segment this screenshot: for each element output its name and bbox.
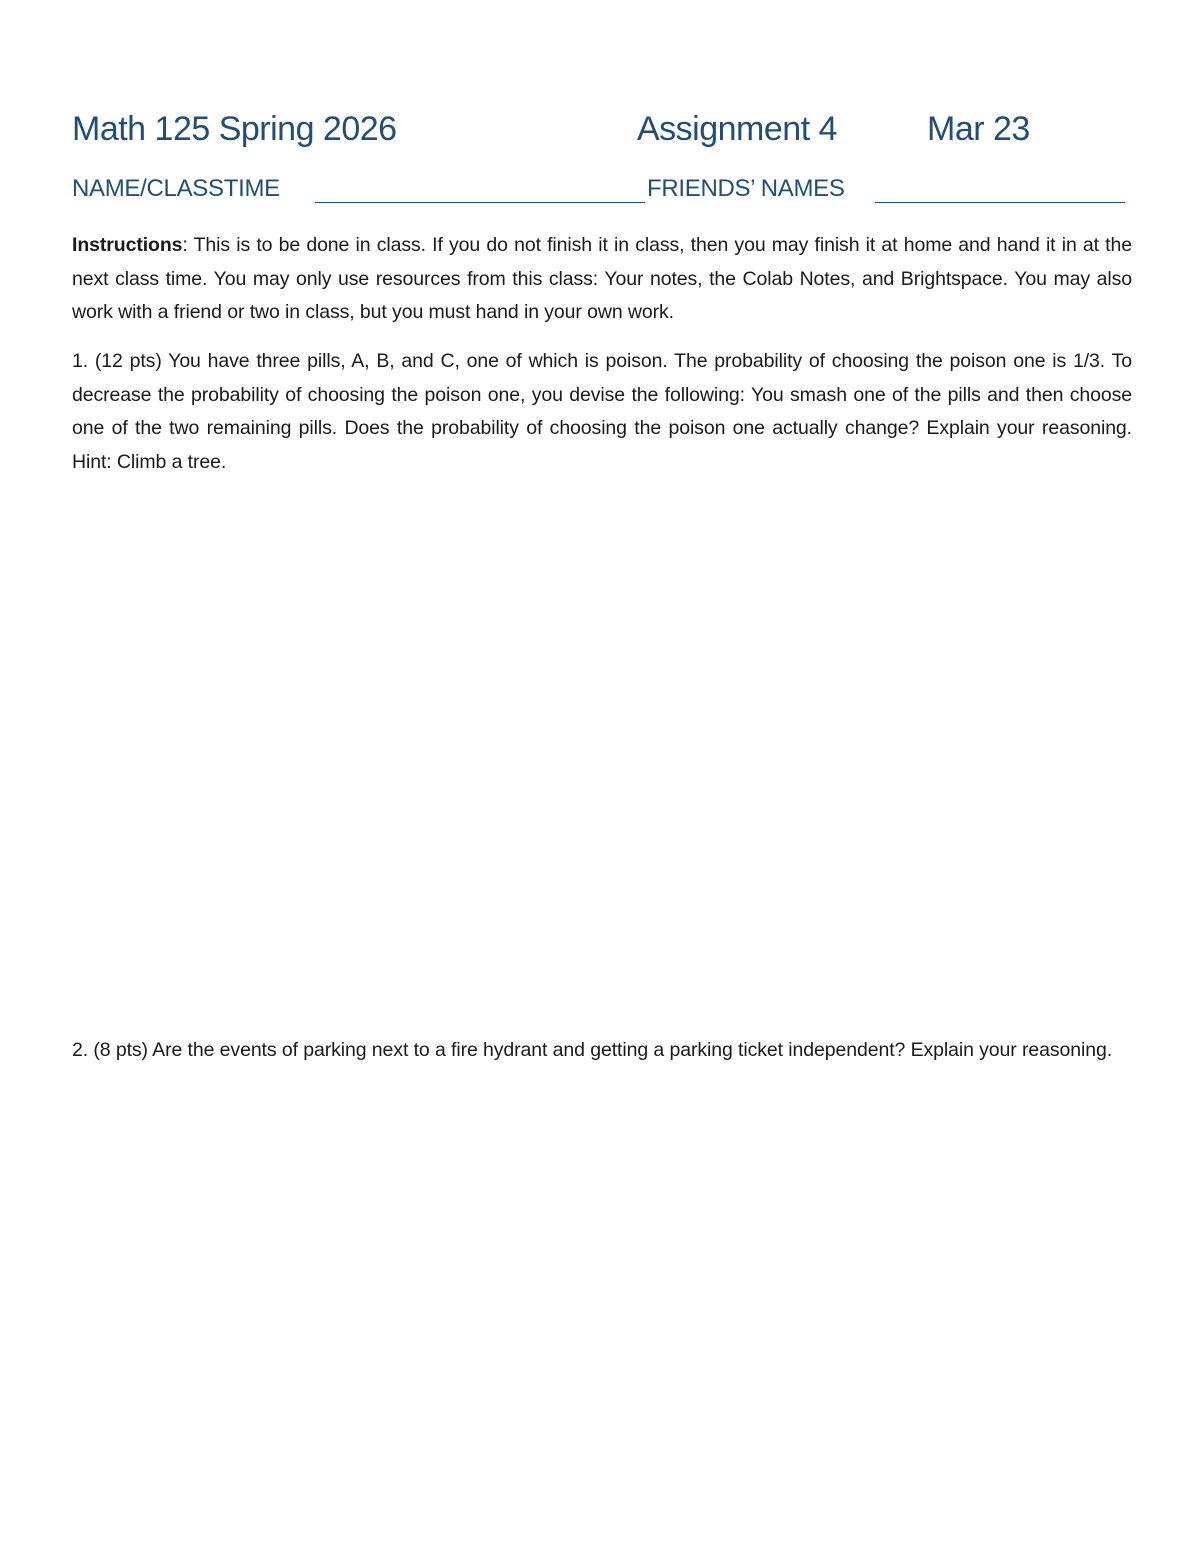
question-2: 2. (8 pts) Are the events of parking next to a fire hydrant and getting a parking ticket independent? Explain your reasoning. — [72, 1039, 1113, 1061]
assignment-date: Mar 23 — [927, 110, 1030, 148]
name-blank-line — [315, 175, 645, 203]
friends-names-label: FRIENDS’ NAMES — [647, 175, 845, 202]
header-row — [72, 110, 1132, 156]
friends-blank-line — [875, 175, 1125, 203]
name-classtime-label: NAME/CLASSTIME — [72, 175, 280, 202]
instructions-paragraph — [72, 229, 1132, 330]
instructions-label: Instructions — [72, 234, 183, 256]
course-title: Math 125 Spring 2026 — [72, 110, 397, 148]
question-1: 1. (12 pts) You have three pills, A, B, and C, one of which is poison. The probability of choosing the poison one is 1/3. To decrease the probability of choosing the poison one, you devise the following: You smash one of the pills and then choose one of the two remaining pills. Does the probability of choosing the poison one actually change? Explain your reasoning. Hint: Climb a tree. — [72, 350, 1132, 473]
assignment-title: Assignment 4 — [637, 110, 837, 148]
instructions-text: : This is to be done in class. If you do not finish it in class, then you may finish it at home and hand it in at the next class time. You may only use resources from this class: Your notes, the Colab Notes, and Brightspace. You may also work with a friend or two in class, but you must hand in your own work. — [72, 234, 1132, 323]
name-row — [72, 175, 1132, 209]
